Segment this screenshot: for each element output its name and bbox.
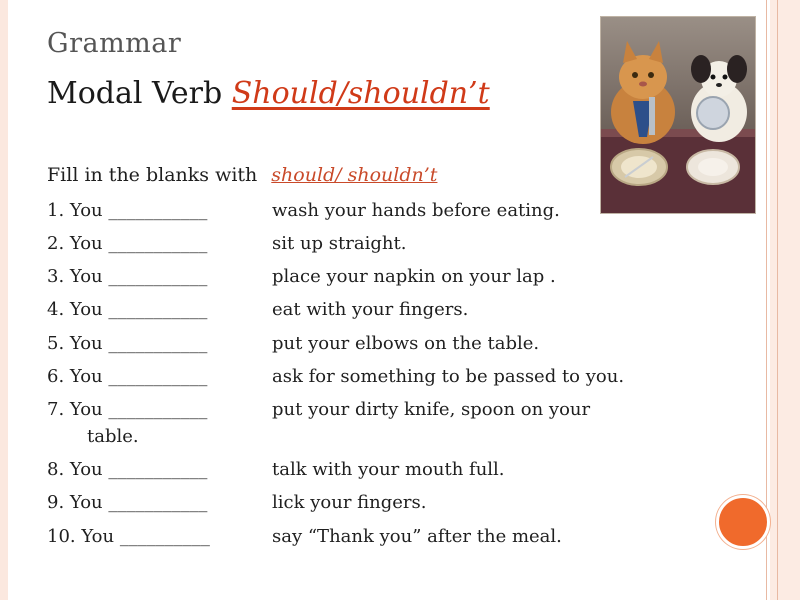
item-task: talk with your mouth full. bbox=[272, 459, 505, 480]
cat-and-dog-dinner-illustration bbox=[600, 16, 756, 214]
left-border bbox=[0, 0, 8, 600]
instruction-line bbox=[47, 164, 437, 186]
item-stem: 8. You ___________ bbox=[47, 459, 208, 480]
item-stem: 2. You ___________ bbox=[47, 233, 208, 254]
title-highlight: Should/shouldn’t bbox=[231, 76, 490, 111]
item-task: say “Thank you” after the meal. bbox=[272, 526, 562, 547]
right-rule-2 bbox=[777, 0, 778, 600]
illustration-svg bbox=[601, 17, 755, 213]
title-prefix: Modal Verb bbox=[47, 76, 232, 111]
item-stem: 3. You ___________ bbox=[47, 266, 208, 287]
slide-title bbox=[47, 76, 490, 111]
item-task: place your napkin on your lap . bbox=[272, 266, 556, 287]
instruction-highlight: should/ shouldn’t bbox=[271, 164, 438, 186]
decorative-circle bbox=[716, 495, 770, 549]
item-task: wash your hands before eating. bbox=[272, 200, 560, 221]
item-task: sit up straight. bbox=[272, 233, 407, 254]
item-task: ask for something to be passed to you. bbox=[272, 366, 625, 387]
heading: Grammar bbox=[47, 28, 182, 59]
item-task: eat with your fingers. bbox=[272, 299, 469, 320]
item-task: lick your fingers. bbox=[272, 492, 427, 513]
item-task: put your dirty knife, spoon on your bbox=[272, 399, 591, 420]
item-task: put your elbows on the table. bbox=[272, 333, 540, 354]
item-stem: 7. You ___________ bbox=[47, 399, 208, 420]
right-border bbox=[770, 0, 800, 600]
instruction-text: Fill in the blanks with bbox=[47, 164, 258, 186]
item-stem: 9. You ___________ bbox=[47, 492, 208, 513]
item-stem: 6. You ___________ bbox=[47, 366, 208, 387]
item-task-continuation: table. bbox=[87, 426, 139, 447]
item-stem: 1. You ___________ bbox=[47, 200, 208, 221]
item-stem: 10. You __________ bbox=[47, 526, 210, 547]
item-stem: 5. You ___________ bbox=[47, 333, 208, 354]
item-stem: 4. You ___________ bbox=[47, 299, 208, 320]
